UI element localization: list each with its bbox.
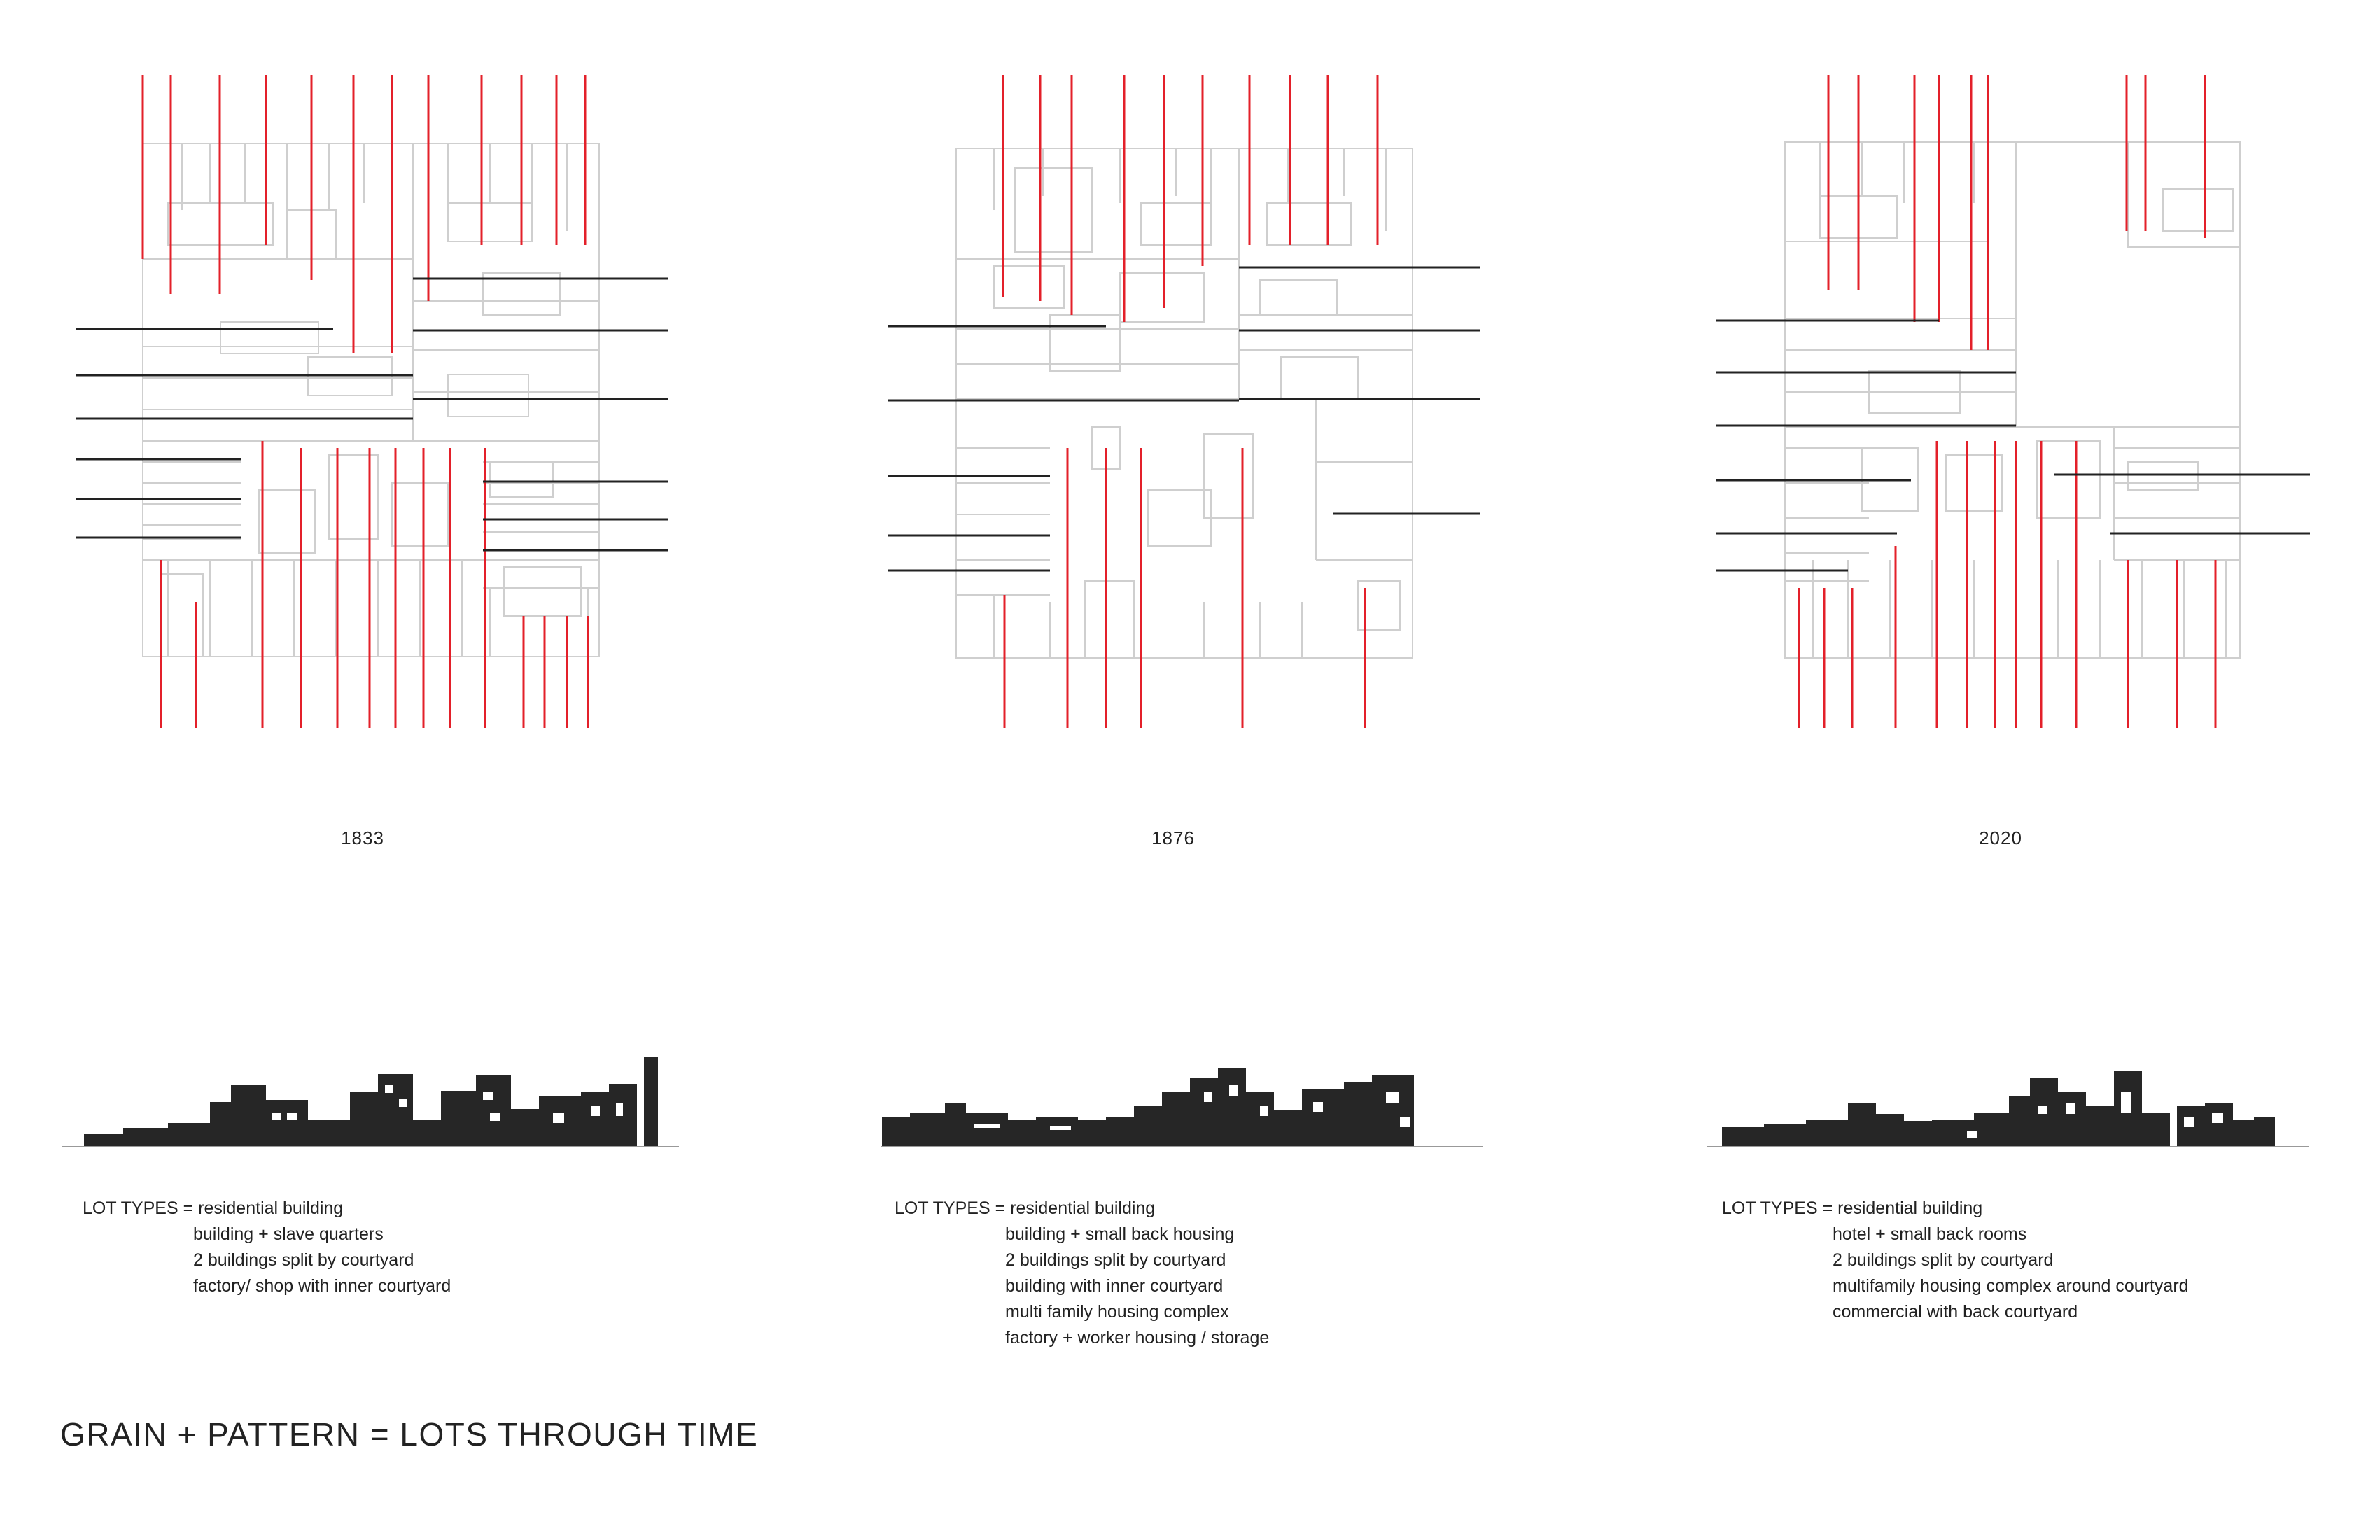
lot-type-item: factory + worker housing / storage — [1005, 1328, 1270, 1348]
page-title: GRAIN + PATTERN = LOTS THROUGH TIME — [60, 1416, 759, 1452]
panel-1833 — [0, 0, 793, 1540]
lot-type-item: factory/ shop with inner courtyard — [193, 1276, 451, 1296]
skyline-1833 — [0, 0, 793, 1190]
lot-type-item: 2 buildings split by courtyard — [193, 1250, 414, 1270]
lot-type-item: building with inner courtyard — [1005, 1276, 1224, 1296]
lot-type-item: 2 buildings split by courtyard — [1005, 1250, 1226, 1270]
lot-types-list — [1722, 1196, 2254, 1336]
lot-types-label: LOT TYPES = residential building — [895, 1198, 1156, 1218]
lot-types-label: LOT TYPES = residential building — [83, 1198, 344, 1218]
lot-type-item: hotel + small back rooms — [1833, 1224, 2027, 1244]
panel-1876 — [812, 0, 1605, 1540]
panel-2020 — [1638, 0, 2380, 1540]
lot-type-item: multifamily housing complex around courtyard — [1833, 1276, 2189, 1296]
lot-type-item: building + slave quarters — [193, 1224, 384, 1244]
lot-type-item: 2 buildings split by courtyard — [1833, 1250, 2054, 1270]
skyline-2020 — [1638, 0, 2380, 1190]
skyline-1876 — [812, 0, 1605, 1190]
year-label: 1876 — [1152, 827, 1195, 848]
lot-type-item: building + small back housing — [1005, 1224, 1235, 1244]
year-label: 1833 — [341, 827, 384, 848]
lot-type-item: multi family housing complex — [1005, 1302, 1229, 1322]
lot-types-list — [895, 1196, 1427, 1364]
lot-types-list — [83, 1196, 615, 1336]
year-label: 2020 — [1979, 827, 2022, 848]
lot-type-item: commercial with back courtyard — [1833, 1302, 2078, 1322]
lot-types-label: LOT TYPES = residential building — [1722, 1198, 1983, 1218]
